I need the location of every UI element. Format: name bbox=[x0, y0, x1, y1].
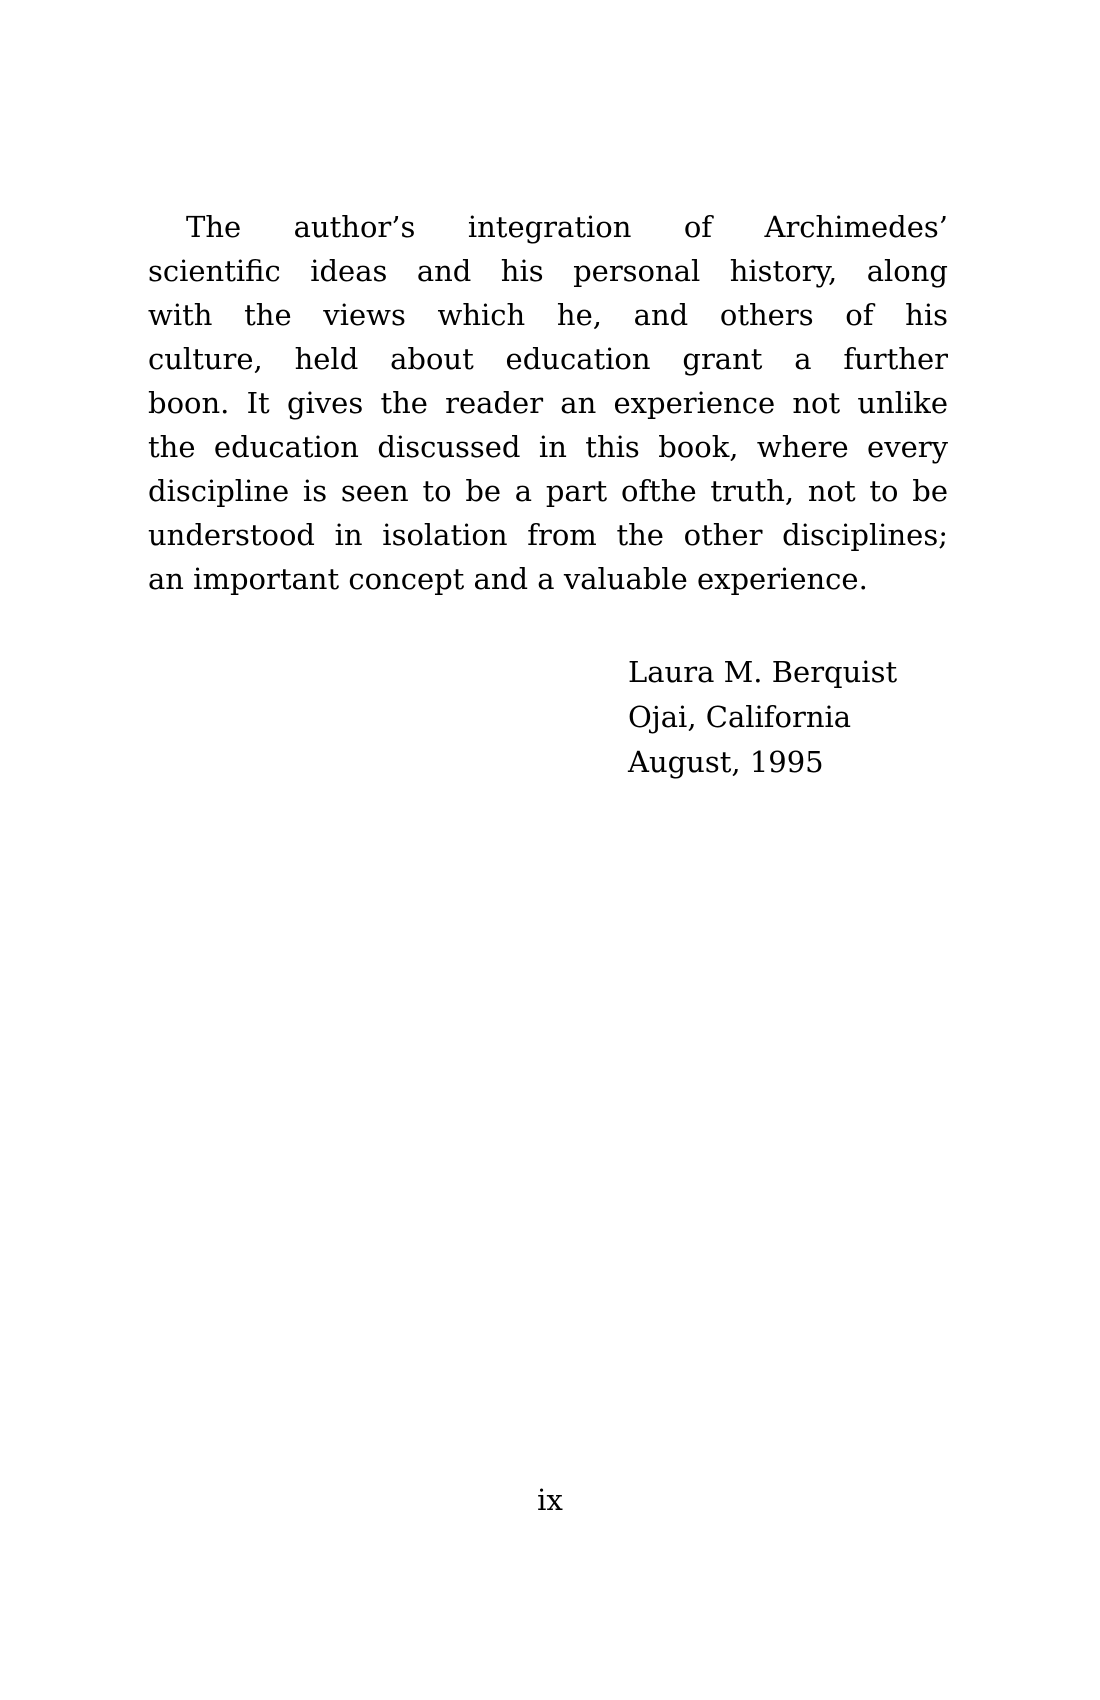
signature-date: August, 1995 bbox=[628, 745, 824, 779]
paragraph-line: understood in isolation from the other disciplines; bbox=[148, 518, 948, 552]
signature-place: Ojai, California bbox=[628, 700, 852, 734]
paragraph-line: The author’s integration of Archimedes’ bbox=[186, 210, 948, 244]
signature-name: Laura M. Berquist bbox=[628, 655, 898, 689]
signature-block bbox=[628, 650, 897, 785]
paragraph-line: culture, held about education grant a further bbox=[148, 342, 948, 376]
paragraph-line: discipline is seen to be a part ofthe truth, not to be bbox=[148, 474, 948, 508]
foreword-paragraph bbox=[148, 205, 948, 601]
paragraph-line: scientific ideas and his personal history, along bbox=[148, 254, 948, 288]
paragraph-line: with the views which he, and others of his bbox=[148, 298, 948, 332]
paragraph-line: the education discussed in this book, where every bbox=[148, 430, 948, 464]
paragraph-line: an important concept and a valuable experience. bbox=[148, 562, 868, 596]
page-number: ix bbox=[537, 1483, 563, 1517]
paragraph-line: boon. It gives the reader an experience not unlike bbox=[148, 386, 948, 420]
